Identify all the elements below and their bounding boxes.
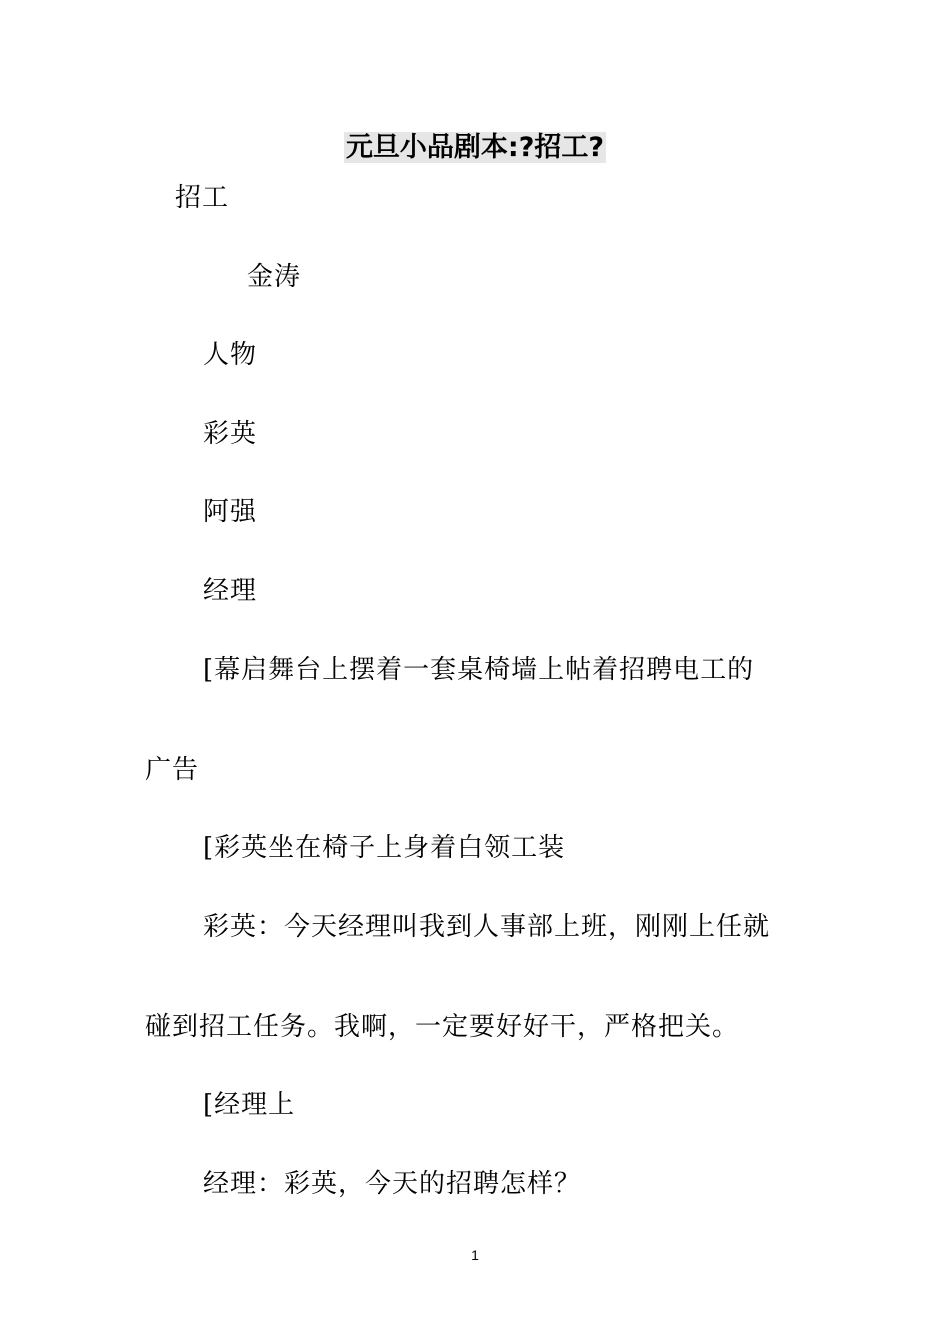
dialogue-line: 碰到招工任务。我啊，一定要好好干，严格把关。 [145,1012,740,1042]
stage-direction-line: [幕启舞台上摆着一套桌椅墙上帖着招聘电工的 [203,655,755,685]
page-number: 1 [471,1247,479,1263]
document-title [0,128,950,168]
script-heading: 招工 [175,183,230,213]
character-manager: 经理 [203,576,258,606]
stage-direction-line: 广告 [145,755,200,785]
stage-direction-line: [经理上 [203,1090,296,1120]
character-caiying: 彩英 [203,419,258,449]
character-aqiang: 阿强 [203,497,258,527]
dialogue-line: 经理：彩英，今天的招聘怎样？ [203,1169,582,1199]
document-title-text: 元旦小品剧本:?招工? [345,132,605,163]
characters-heading: 人物 [203,340,258,370]
author-name: 金涛 [247,262,302,292]
stage-direction-line: [彩英坐在椅子上身着白领工装 [203,833,566,863]
dialogue-line: 彩英：今天经理叫我到人事部上班，刚刚上任就 [203,912,771,942]
